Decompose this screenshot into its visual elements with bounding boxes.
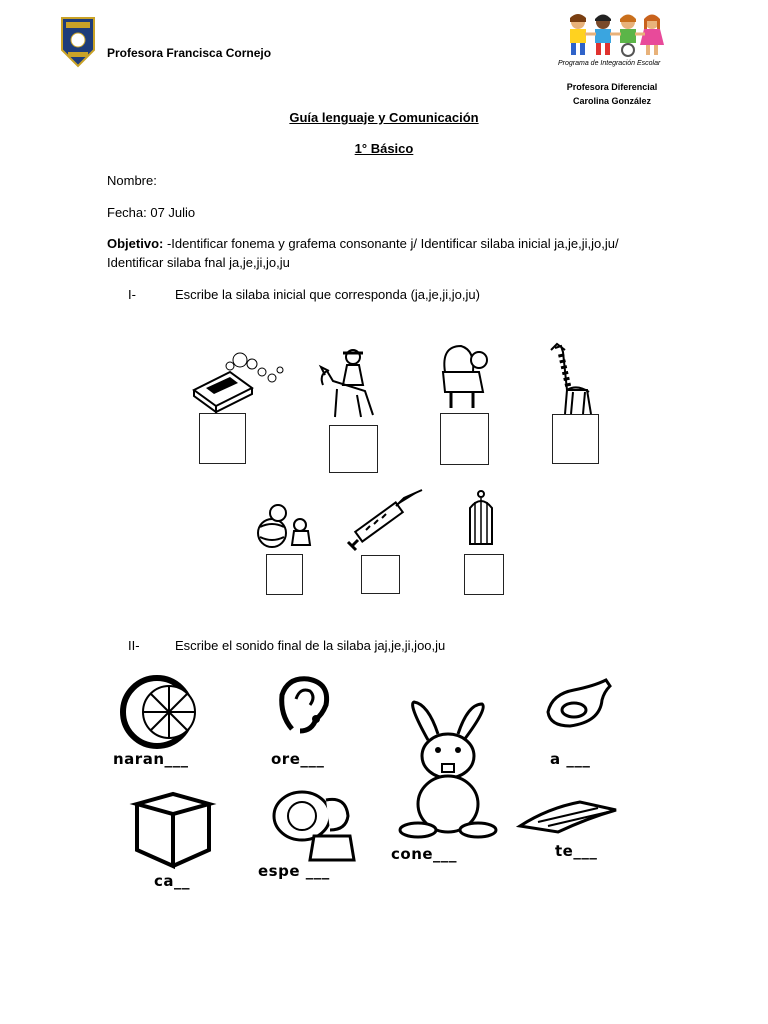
syringe-icon	[340, 490, 424, 554]
ear-icon	[276, 675, 336, 735]
mirror-boy-icon	[270, 790, 360, 862]
word-naran: naran___	[113, 750, 189, 768]
answer-box-3[interactable]	[440, 413, 489, 465]
grade-subtitle: 1° Básico	[354, 141, 414, 156]
diff-teacher-role: Profesora Diferencial	[566, 82, 658, 92]
orange-icon	[113, 676, 203, 748]
answer-box-6[interactable]	[361, 555, 400, 594]
answer-box-4[interactable]	[552, 414, 599, 464]
garlic-icon	[546, 680, 614, 728]
objective-label: Objetivo:	[107, 236, 164, 251]
objective-text-1: -Identificar fonema y grafema consonante j/ Identificar silaba inicial ja,je,ji,jo,ju/	[163, 236, 619, 251]
word-espe: espe ___	[258, 862, 330, 880]
objective-text-2: Identificar silaba fnal ja,je,ji,jo,ju	[107, 255, 290, 270]
answer-box-7[interactable]	[464, 554, 504, 595]
cage-icon	[466, 490, 496, 548]
section-2-instruction: Escribe el sonido final de la silaba jaj,je,ji,joo,ju	[175, 638, 446, 653]
answer-box-2[interactable]	[329, 425, 378, 473]
answer-box-1[interactable]	[199, 413, 246, 464]
section-1-number: I-	[128, 287, 136, 302]
box-icon	[133, 790, 213, 870]
word-ore: ore___	[271, 750, 325, 768]
guide-title: Guía lenguaje y Comunicación	[289, 110, 479, 125]
school-crest-icon	[60, 16, 96, 68]
word-a: a ___	[550, 750, 591, 768]
fabric-icon	[518, 798, 618, 838]
word-cone: cone___	[391, 845, 458, 863]
date-field: Fecha: 07 Julio	[107, 205, 196, 220]
word-ca: ca__	[154, 872, 191, 890]
rabbit-icon	[398, 700, 498, 840]
teacher-name: Profesora Francisca Cornejo	[107, 46, 272, 60]
soap-icon	[190, 350, 290, 410]
section-2-number: II-	[128, 638, 140, 653]
name-field-label: Nombre:	[107, 173, 157, 188]
answer-box-5[interactable]	[266, 554, 303, 595]
toys-icon	[252, 503, 322, 551]
section-1-instruction: Escribe la silaba inicial que corresponda (ja,je,ji,jo,ju)	[175, 287, 480, 302]
rider-icon	[317, 345, 387, 420]
integration-program-caption: Programa de Integración Escolar	[558, 60, 661, 67]
objective	[107, 236, 707, 251]
giant-icon	[435, 342, 495, 410]
word-te: te___	[555, 842, 598, 860]
giraffe-icon	[547, 340, 599, 415]
diff-teacher-name: Carolina González	[572, 96, 652, 106]
